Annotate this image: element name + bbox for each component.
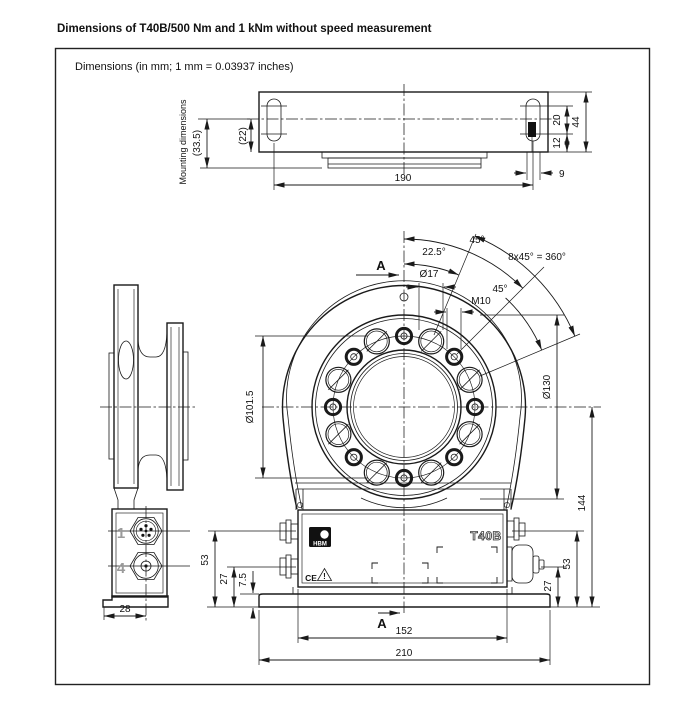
dim-7-5-label: 7.5 [238,573,249,587]
disc-profile [167,323,183,490]
dim-44-label: 44 [571,116,582,128]
mounting-dimensions-note: Mounting dimensions [178,99,188,185]
bolt-pattern-label: 8x45° = 360° [508,252,566,263]
dim-27-right-label: 27 [543,580,554,592]
thread-m10-label: M10 [471,296,491,307]
hbm-logo [309,527,331,548]
connector-4-label: 4 [116,560,126,577]
top-view [178,84,592,190]
housing-profile [112,509,167,597]
section-a-bottom-label: A [377,616,387,631]
dim-9-label: 9 [559,169,565,180]
dim-22-label: (22) [238,127,249,145]
housing-connector-right-lower [507,545,544,583]
angle-45-low-label: 45° [492,284,508,295]
housing-connector-right-upper [507,518,525,540]
model-label: T40B [470,529,502,543]
warning-glyph: ! [323,572,326,581]
flange-plate-profile [114,285,138,488]
dim-210-label: 210 [395,648,413,659]
warning-icon [318,569,332,582]
dim-27-left-label: 27 [219,573,230,585]
dim-20-label: 20 [552,114,563,126]
dim-28-label: 28 [119,604,131,615]
dim-17-label: Ø17 [419,269,439,280]
housing-connector-left-upper [280,520,298,543]
dim-12-label: 12 [552,137,563,149]
units-note: Dimensions (in mm; 1 mm = 0.03937 inches) [75,61,294,73]
dim-144-label: 144 [577,494,588,512]
housing-connector-left-lower [280,555,298,578]
connector-1-label: 1 [116,525,126,542]
dim-53-left-label: 53 [200,554,211,566]
section-a-top-label: A [376,258,386,273]
hbm-logo-text: HBM [313,541,327,548]
base-plate [259,594,550,607]
slot-pin [528,122,536,137]
dim-130-label: Ø130 [542,374,553,400]
dim-53-right-label: 53 [562,558,573,570]
side-view [100,285,196,621]
plate-cutout [119,341,134,379]
ce-mark: CE [305,573,317,583]
dim-190-label: 190 [394,173,412,184]
dim-152-label: 152 [395,626,413,637]
dim-101-5-label: Ø101.5 [245,390,256,424]
housing-front [200,407,600,665]
mounting-slot-left [267,99,281,141]
flange-lip [322,152,487,158]
page-title: Dimensions of T40B/500 Nm and 1 kNm without speed measurement [57,23,432,35]
angle-22-5-label: 22.5° [422,247,446,258]
angle-45-top-label: 45° [469,235,485,246]
dim-33-5-label: (33.5) [192,129,203,157]
label-area-marks [372,547,497,583]
